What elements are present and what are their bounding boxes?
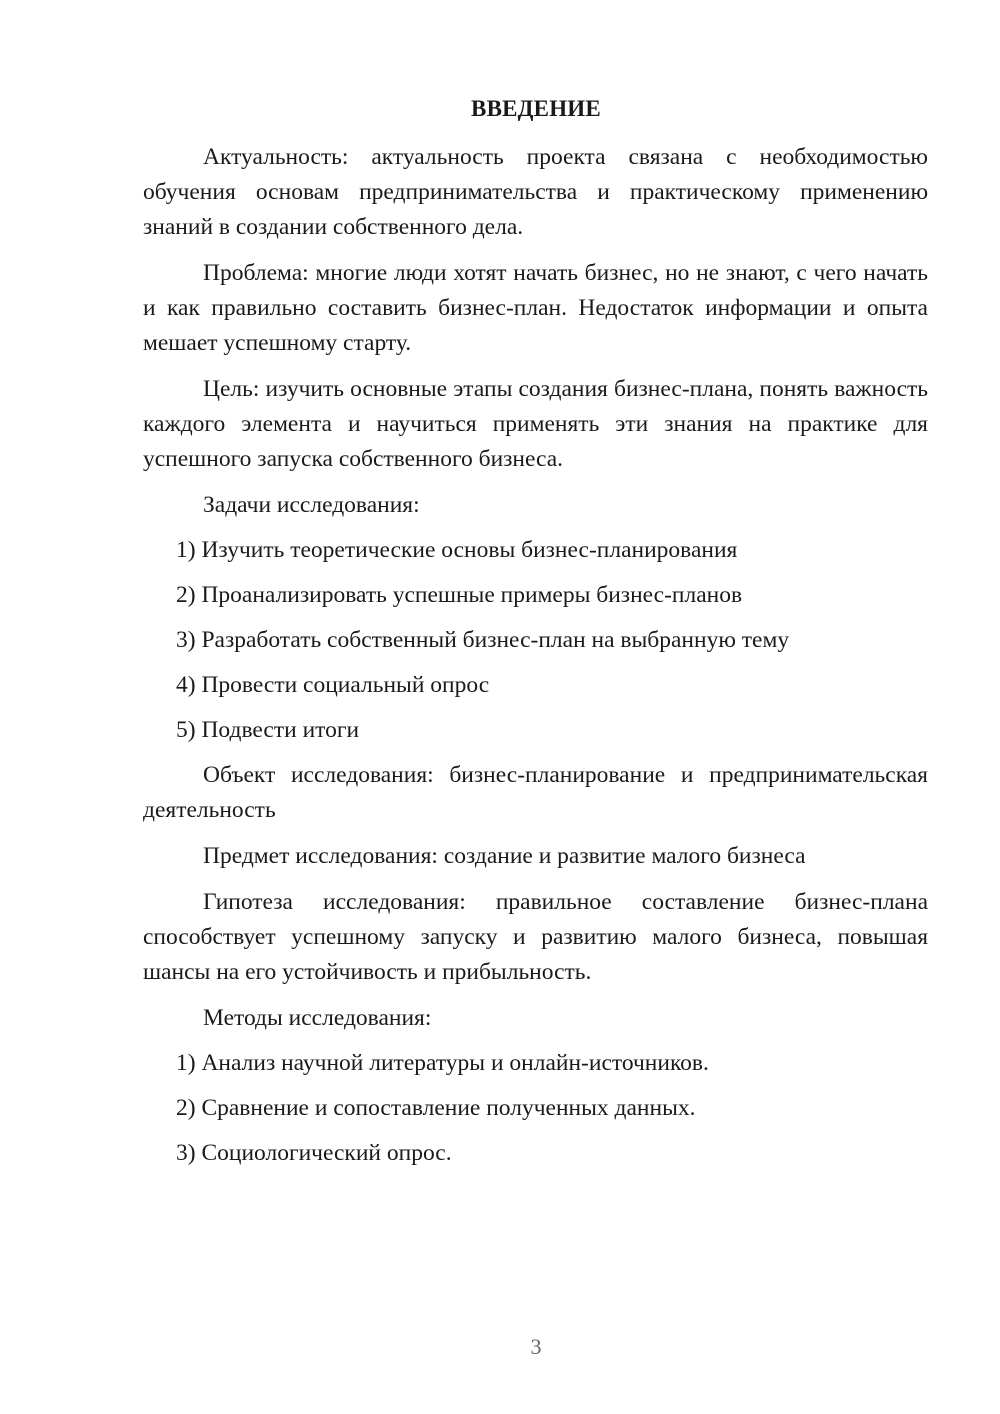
task-item: 2) Проанализировать успешные примеры бизнес-планов: [176, 582, 743, 608]
methods-heading: Методы исследования:: [203, 1005, 432, 1031]
tasks-heading: Задачи исследования:: [203, 492, 420, 518]
method-item: 2) Сравнение и сопоставление полученных данных.: [176, 1095, 696, 1121]
method-item: 3) Социологический опрос.: [176, 1140, 452, 1166]
task-item: 1) Изучить теоретические основы бизнес-планирования: [176, 537, 738, 563]
section-title: ВВЕДЕНИЕ: [471, 96, 601, 121]
introduction-body: [143, 140, 928, 1181]
hypothesis-paragraph: Гипотеза исследования: правильное составление бизнес-плана способствует успешному запуску и развитию малого бизнеса, повышая шансы на его устойчивость и прибыльность.: [143, 889, 928, 985]
methods-list: [143, 1046, 928, 1171]
task-item: 4) Провести социальный опрос: [176, 672, 490, 698]
method-item: 1) Анализ научной литературы и онлайн-источников.: [176, 1050, 709, 1076]
task-item: 3) Разработать собственный бизнес-план на выбранную тему: [176, 627, 790, 653]
problem-paragraph: Проблема: многие люди хотят начать бизнес, но не знают, с чего начать и как правильно составить бизнес-план. Недостаток информации и опыта мешает успешному старту.: [143, 260, 928, 356]
tasks-list: [143, 533, 928, 748]
page-number: 3: [530, 1334, 542, 1359]
relevance-paragraph: Актуальность: актуальность проекта связана с необходимостью обучения основам предпринимательства и практическому применению знаний в создании собственного дела.: [143, 144, 928, 240]
goal-paragraph: Цель: изучить основные этапы создания бизнес-плана, понять важность каждого элемента и научиться применять эти знания на практике для успешного запуска собственного бизнеса.: [143, 376, 928, 472]
subject-paragraph: Предмет исследования: создание и развитие малого бизнеса: [203, 843, 806, 869]
object-paragraph: Объект исследования: бизнес-планирование и предпринимательская деятельность: [143, 762, 928, 823]
task-item: 5) Подвести итоги: [176, 717, 360, 743]
